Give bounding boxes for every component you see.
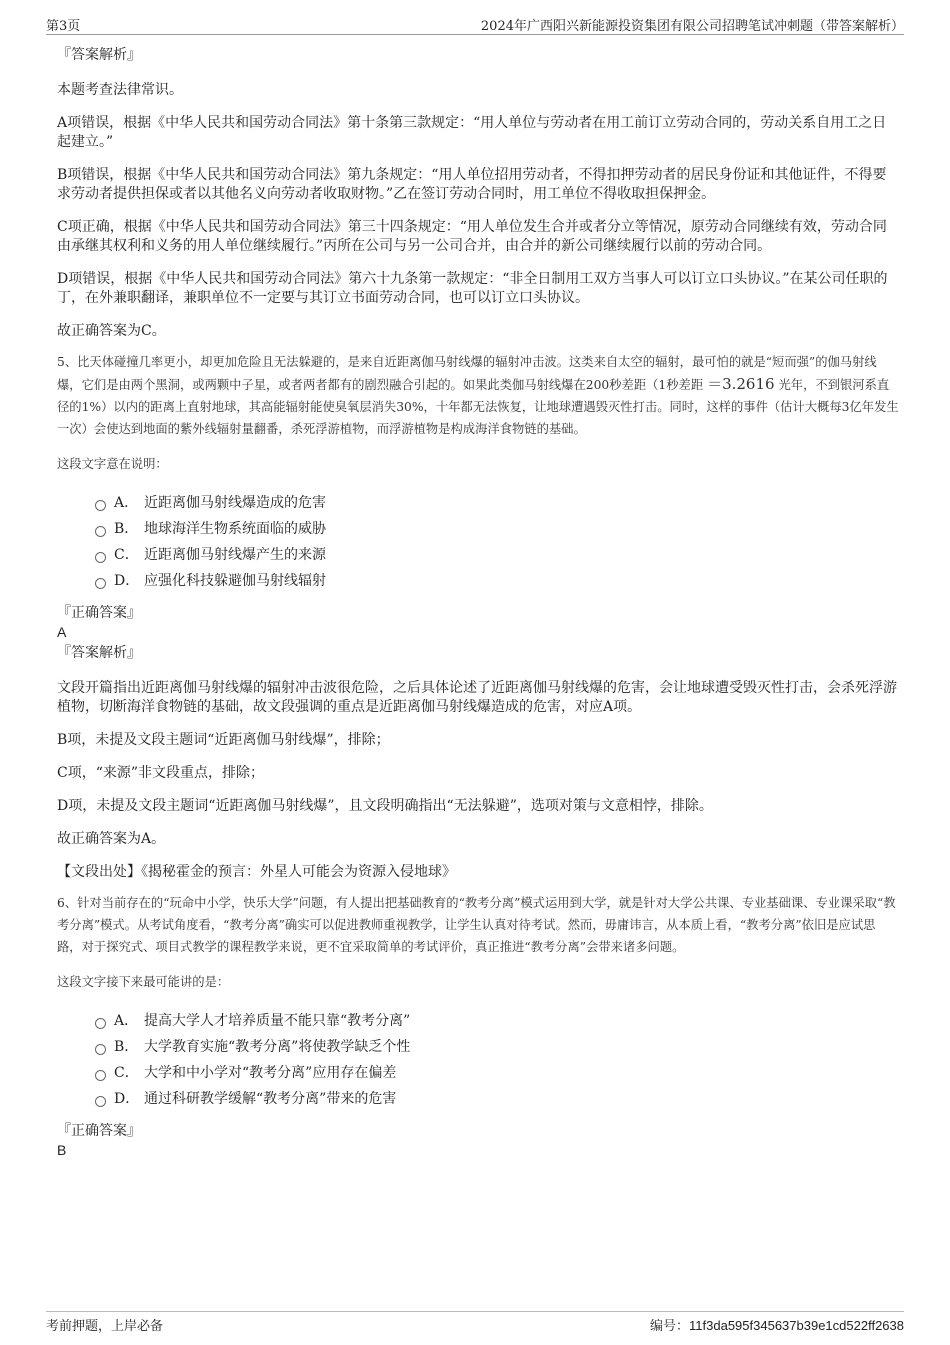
analysis-paragraph: B项，未提及文段主题词“近距离伽马射线爆”，排除； <box>57 732 390 748</box>
option-text: 通过科研教学缓解“教考分离”带来的危害 <box>144 1091 397 1107</box>
page-content <box>57 46 899 1162</box>
correct-answer: B <box>57 1142 67 1158</box>
radio-icon[interactable] <box>95 526 106 537</box>
options-list <box>95 490 899 594</box>
option-b[interactable] <box>95 516 899 542</box>
question-6 <box>57 892 899 1159</box>
option-letter: A． <box>114 1013 139 1029</box>
analysis-paragraph: D项，未提及文段主题词“近距离伽马射线爆”，且文段明确指出“无法躲避”，选项对策与文意相悖，排除。 <box>57 798 713 814</box>
page-number: 第3页 <box>46 19 81 34</box>
radio-icon[interactable] <box>95 500 106 511</box>
options-list <box>95 1008 899 1112</box>
analysis-paragraph: B项错误，根据《中华人民共和国劳动合同法》第九条规定：“用人单位招用劳动者，不得扣押劳动者的居民身份证和其他证件，不得要求劳动者提供担保或者以其他名义向劳动者收取财物。”乙在签订劳动合同时，用工单位不得收取担保押金。 <box>57 167 887 202</box>
option-c[interactable] <box>95 1060 899 1086</box>
option-text: 近距离伽马射线爆造成的危害 <box>144 495 326 511</box>
analysis-paragraph: 文段开篇指出近距离伽马射线爆的辐射冲击波很危险，之后具体论述了近距离伽马射线爆的危害，会让地球遭受毁灭性打击，会杀死浮游植物，切断海洋食物链的基础，故文段强调的重点是近距离伽马射线爆造成的危害，对应A项。 <box>57 680 897 715</box>
answer-label: 『正确答案』 <box>57 605 141 621</box>
page-footer <box>46 1311 904 1338</box>
option-text: 近距离伽马射线爆产生的来源 <box>144 547 326 563</box>
option-a[interactable] <box>95 490 899 516</box>
radio-icon[interactable] <box>95 1044 106 1055</box>
option-letter: B． <box>114 1039 139 1055</box>
page-header <box>46 14 904 35</box>
question-5 <box>57 351 899 882</box>
option-b[interactable] <box>95 1034 899 1060</box>
radio-icon[interactable] <box>95 552 106 563</box>
option-letter: C． <box>114 1065 139 1081</box>
document-title: 2024年广西阳兴新能源投资集团有限公司招聘笔试冲刺题（带答案解析） <box>480 19 904 34</box>
option-text: 大学教育实施“教考分离”将使教学缺乏个性 <box>144 1039 411 1055</box>
option-letter: A． <box>114 495 139 511</box>
radio-icon[interactable] <box>95 1018 106 1029</box>
question-prompt: 这段文字接下来最可能讲的是： <box>57 975 230 989</box>
question-prompt: 这段文字意在说明： <box>57 457 168 471</box>
option-c[interactable] <box>95 542 899 568</box>
q4-analysis <box>57 81 899 341</box>
analysis-label: 『答案解析』 <box>57 47 141 63</box>
footer-slogan: 考前押题，上岸必备 <box>46 1319 164 1334</box>
option-letter: D． <box>114 573 140 589</box>
option-text: 应强化科技躲避伽马射线辐射 <box>144 573 326 589</box>
option-text: 提高大学人才培养质量不能只靠“教考分离” <box>144 1013 411 1029</box>
analysis-label: 『答案解析』 <box>57 645 141 661</box>
stem-text: 光年，不到银河系直径的1%）以内的距离上直射地球，其高能辐射能使臭氧层消失30%，十年都无法恢复，让地球遭遇毁灭性打击。同时，这样的事件（估计大概每3亿年发生一次）会使达到地面的紫外线辐射量翻番，杀死浮游植物，而浮游植物是构成海洋食物链的基础。 <box>57 378 899 436</box>
question-stem: 6、针对当前存在的“玩命中小学，快乐大学”问题，有人提出把基础教育的“教考分离”模式运用到大学，就是针对大学公共课、专业基础课、专业课采取“教考分离”模式。从考试角度看，“教考分离”确实可以促进教师重视教学，让学生认真对待考试。然而，毋庸讳言，从本质上看，“教考分离”依旧是应试思路，对于探究式、项目式教学的课程教学来说，更不宜采取简单的考试评价，真正推进“教考分离”会带来诸多问题。 <box>57 896 896 954</box>
document-id: 编号：11f3da595f345637b39e1cd522ff2638 <box>650 1318 904 1333</box>
source-citation: 【文段出处】《揭秘霍金的预言：外星人可能会为资源入侵地球》 <box>57 864 456 880</box>
analysis-paragraph: A项错误，根据《中华人民共和国劳动合同法》第十条第三款规定：“用人单位与劳动者在用工前订立劳动合同的，劳动关系自用工之日起建立。” <box>57 115 887 150</box>
formula: ＝3.2616 <box>707 375 775 393</box>
option-text: 地球海洋生物系统面临的威胁 <box>144 521 326 537</box>
radio-icon[interactable] <box>95 1096 106 1107</box>
analysis-paragraph: 故正确答案为C。 <box>57 323 166 339</box>
question-stem <box>57 351 899 440</box>
analysis-paragraph: 故正确答案为A。 <box>57 831 166 847</box>
stem-text: 5、比天体碰撞几率更小，却更加危险且无法躲避的，是来自近距离伽马射线爆的辐射冲击波。这类来自太空的辐射，最可怕的就是“短而强”的伽马射线爆，它们是由两个黑洞，或两颗中子星，或者两者都有的剧烈融合引起的。如果此类伽马射线爆在200秒差距（1秒差距 <box>57 355 877 392</box>
correct-answer: A <box>57 624 67 640</box>
radio-icon[interactable] <box>95 578 106 589</box>
analysis-paragraph: C项正确，根据《中华人民共和国劳动合同法》第三十四条规定：“用人单位发生合并或者分立等情况，原劳动合同继续有效，劳动合同由承继其权利和义务的用人单位继续履行。”丙所在公司与另一公司合并，由合并的新公司继续履行以前的劳动合同。 <box>57 219 887 254</box>
option-letter: D． <box>114 1091 140 1107</box>
radio-icon[interactable] <box>95 1070 106 1081</box>
option-text: 大学和中小学对“教考分离”应用存在偏差 <box>144 1065 397 1081</box>
option-d[interactable] <box>95 1086 899 1112</box>
option-letter: B． <box>114 521 139 537</box>
analysis-paragraph: C项，“来源”非文段重点，排除； <box>57 765 265 781</box>
analysis-paragraph: 本题考查法律常识。 <box>57 82 183 98</box>
option-d[interactable] <box>95 568 899 594</box>
option-letter: C． <box>114 547 139 563</box>
analysis-paragraph: D项错误，根据《中华人民共和国劳动合同法》第六十九条第一款规定：“非全日制用工双方当事人可以订立口头协议。”在某公司任职的丁，在外兼职翻译，兼职单位不一定要与其订立书面劳动合同，也可以订立口头协议。 <box>57 271 888 306</box>
option-a[interactable] <box>95 1008 899 1034</box>
answer-label: 『正确答案』 <box>57 1123 141 1139</box>
